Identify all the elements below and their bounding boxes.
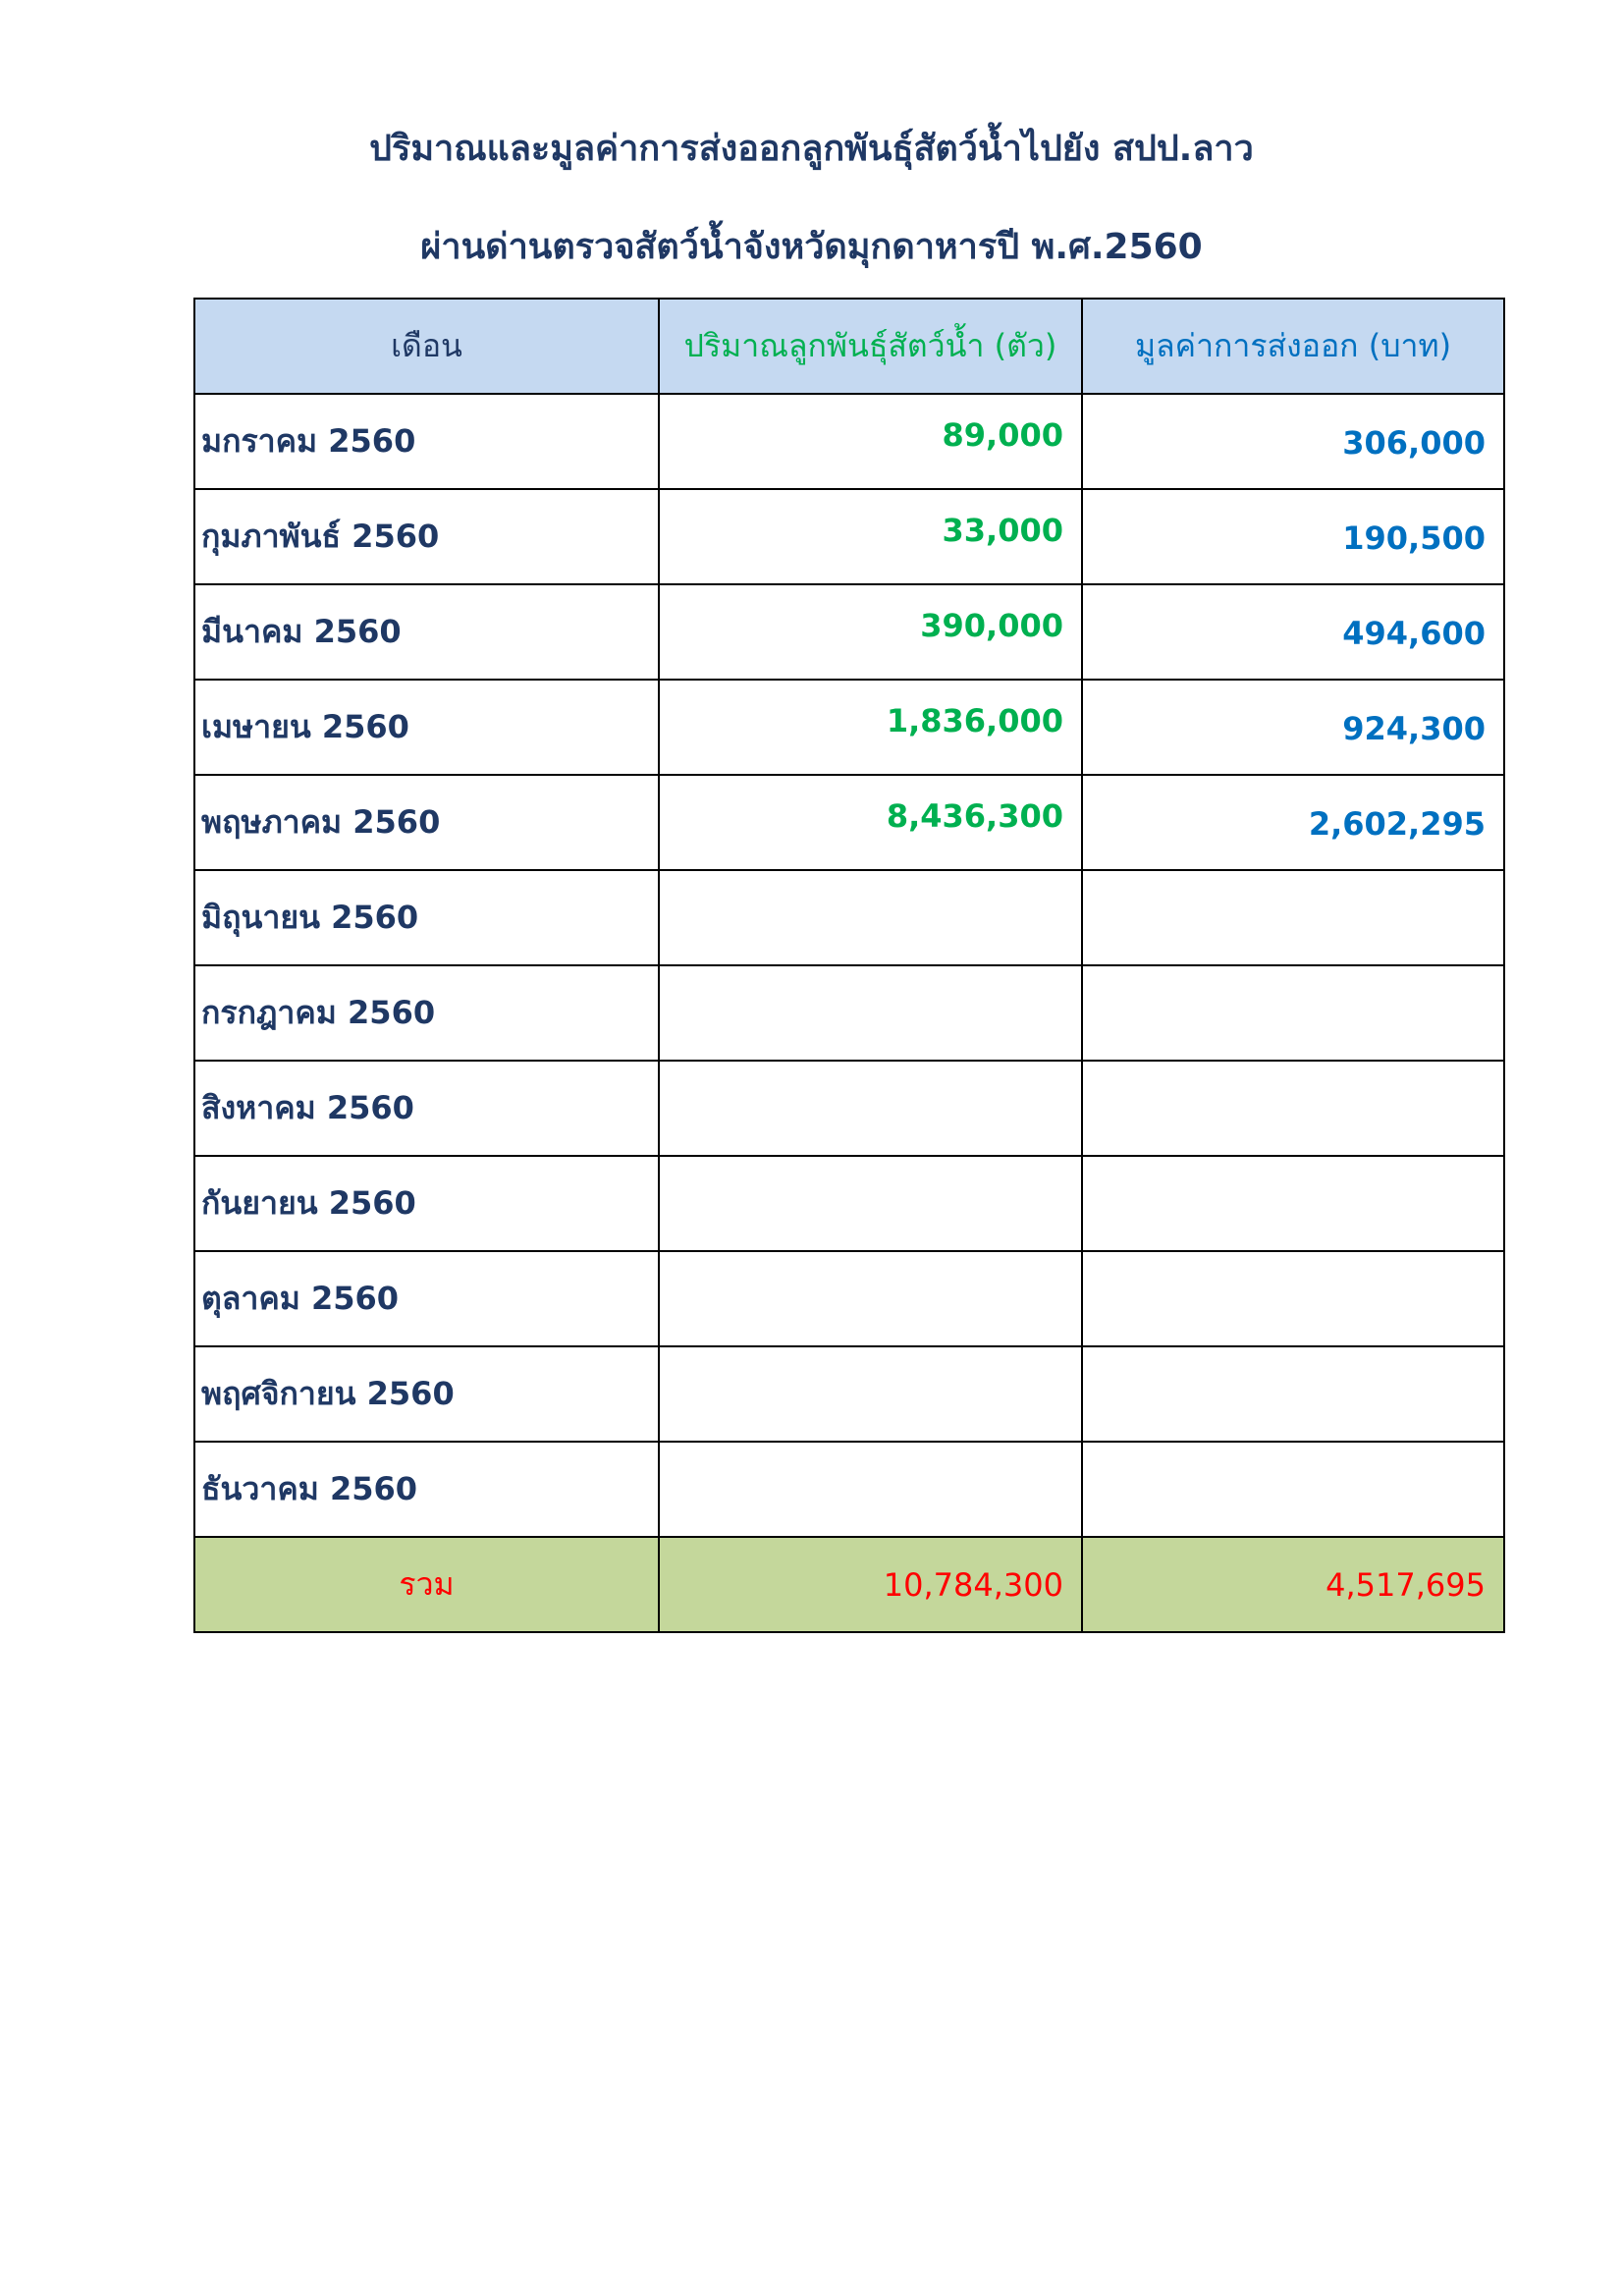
quantity-cell: 89,000 <box>659 394 1082 489</box>
header-quantity: ปริมาณลูกพันธุ์สัตว์น้ำ (ตัว) <box>659 299 1082 394</box>
month-cell: พฤศจิกายน 2560 <box>194 1346 659 1442</box>
table-row <box>194 680 1504 775</box>
table-row <box>194 1251 1504 1346</box>
total-quantity: 10,784,300 <box>659 1537 1082 1632</box>
quantity-cell <box>659 1061 1082 1156</box>
month-cell: กุมภาพันธ์ 2560 <box>194 489 659 584</box>
quantity-cell <box>659 1156 1082 1251</box>
header-value: มูลค่าการส่งออก (บาท) <box>1082 299 1504 394</box>
quantity-cell: 33,000 <box>659 489 1082 584</box>
table-row <box>194 965 1504 1061</box>
value-cell <box>1082 1061 1504 1156</box>
value-cell <box>1082 1251 1504 1346</box>
month-cell: ตุลาคม 2560 <box>194 1251 659 1346</box>
quantity-cell: 390,000 <box>659 584 1082 680</box>
quantity-cell: 1,836,000 <box>659 680 1082 775</box>
month-cell: สิงหาคม 2560 <box>194 1061 659 1156</box>
month-cell: เมษายน 2560 <box>194 680 659 775</box>
quantity-cell <box>659 1346 1082 1442</box>
quantity-cell <box>659 870 1082 965</box>
month-cell: ธันวาคม 2560 <box>194 1442 659 1537</box>
table-row <box>194 1061 1504 1156</box>
value-cell: 306,000 <box>1082 394 1504 489</box>
month-cell: มีนาคม 2560 <box>194 584 659 680</box>
table-row <box>194 775 1504 870</box>
quantity-cell <box>659 1442 1082 1537</box>
quantity-cell <box>659 1251 1082 1346</box>
value-cell: 190,500 <box>1082 489 1504 584</box>
month-cell: มิถุนายน 2560 <box>194 870 659 965</box>
quantity-cell <box>659 965 1082 1061</box>
total-label: รวม <box>194 1537 659 1632</box>
document-title-line-1: ปริมาณและมูลค่าการส่งออกลูกพันธุ์สัตว์น้ำไปยัง สปป.ลาว <box>369 129 1254 169</box>
value-cell <box>1082 1346 1504 1442</box>
header-row <box>194 299 1504 394</box>
value-cell: 2,602,295 <box>1082 775 1504 870</box>
header-month: เดือน <box>194 299 659 394</box>
table-header <box>194 299 1504 394</box>
quantity-cell: 8,436,300 <box>659 775 1082 870</box>
table-row <box>194 489 1504 584</box>
document-title-line-2: ผ่านด่านตรวจสัตว์น้ำจังหวัดมุกดาหารปี พ.ศ.2560 <box>420 227 1203 267</box>
table-row <box>194 1346 1504 1442</box>
table-row <box>194 1442 1504 1537</box>
table-row <box>194 584 1504 680</box>
total-row <box>194 1537 1504 1632</box>
month-cell: กันยายน 2560 <box>194 1156 659 1251</box>
value-cell <box>1082 1156 1504 1251</box>
month-cell: มกราคม 2560 <box>194 394 659 489</box>
export-table <box>193 298 1505 1633</box>
value-cell <box>1082 965 1504 1061</box>
table-body <box>194 394 1504 1632</box>
month-cell: กรกฎาคม 2560 <box>194 965 659 1061</box>
table-row <box>194 394 1504 489</box>
value-cell <box>1082 1442 1504 1537</box>
value-cell: 494,600 <box>1082 584 1504 680</box>
table-row <box>194 1156 1504 1251</box>
month-cell: พฤษภาคม 2560 <box>194 775 659 870</box>
total-value: 4,517,695 <box>1082 1537 1504 1632</box>
table-row <box>194 870 1504 965</box>
value-cell <box>1082 870 1504 965</box>
value-cell: 924,300 <box>1082 680 1504 775</box>
